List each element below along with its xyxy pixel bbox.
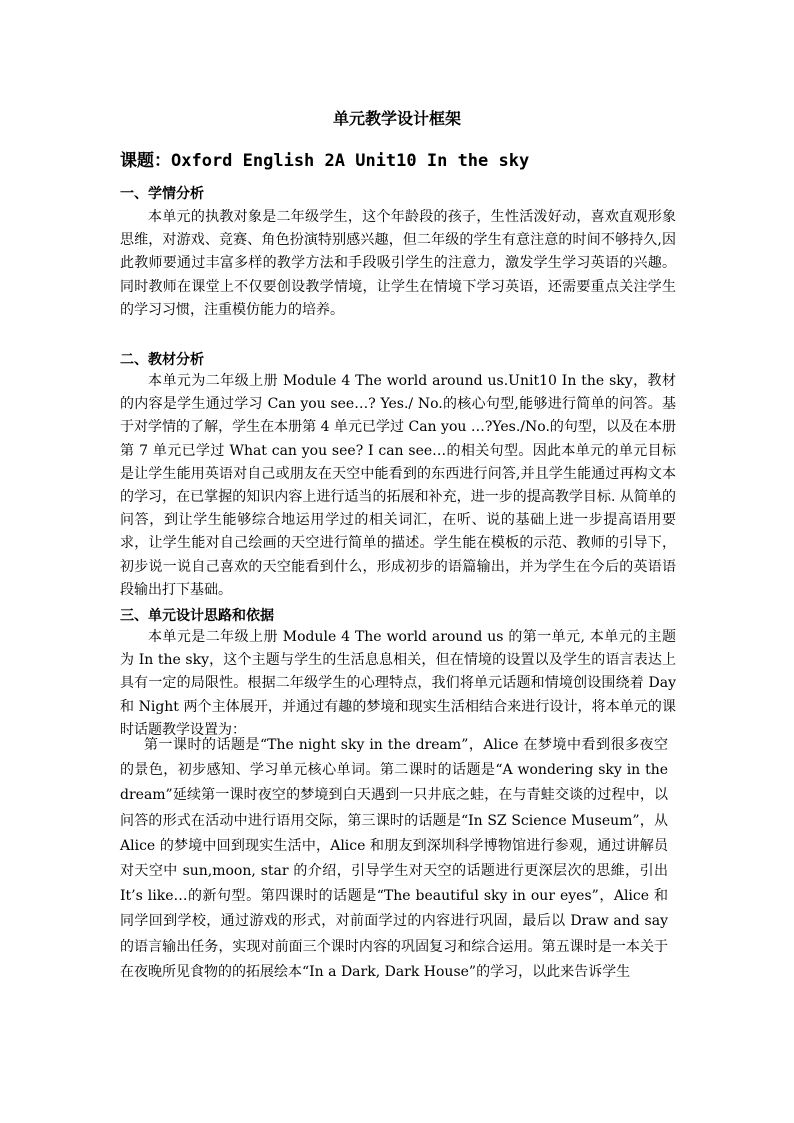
learner-analysis-paragraph: 本单元的执教对象是二年级学生，这个年龄段的孩子，生性活泼好动，喜欢直观形象思维，对游戏、竞赛、角色扮演特别感兴趣，但二年级的学生有意注意的时间不够持久,因此教师要通过丰富多样的教学方法和手段吸引学生的注意力，激发学生学习英语的兴趣。同时教师在课堂上不仅要创设教学情境，让学生在情境下学习英语，还需要重点关注学生的学习习惯，注重模仿能力的培养。: [120, 209, 676, 318]
section-heading-material-analysis: 二、教材分析: [120, 352, 204, 368]
section-heading-design-rationale: 三、单元设计思路和依据: [120, 608, 274, 624]
material-analysis-paragraph: 本单元为二年级上册 Module 4 The world around us.Unit10 In the sky，教材的内容是学生通过学习 Can you see…? Yes./ No.的核心句型,能够进行简单的问答。基于对学情的了解，学生在本册第 4 单元已学过 Can you …?Yes./No.的句型，以及在本册第 7 单元已学过 What can you see? I can see…的相关句型。因此本单元的单元目标是让学生能用英语对自己或朋友在天空中能看到的东西进行问答,并且学生能通过再构文本的学习，在已掌握的知识内容上进行适当的拓展和补充，进一步的提高教学目标. 从简单的问答，到让学生能够综合地运用学过的相关词汇，在听、说的基础上进一步提高语用要求，让学生能对自己绘画的天空进行简单的描述。学生能在模板的示范、教师的引导下，初步说一说自己喜欢的天空能看到什么，形成初步的语篇输出，并为学生在今后的英语语段输出打下基础。: [120, 373, 676, 598]
document-title: 单元教学设计框架: [332, 109, 461, 128]
section-heading-learner-analysis: 一、学情分析: [120, 186, 204, 202]
lesson-topics-paragraph: 第一课时的话题是“The night sky in the dream”，Alice 在梦境中看到很多夜空的景色，初步感知、学习单元核心单词。第二课时的话题是“A wondering sky in the dream”延续第一课时夜空的梦境到白天遇到一只井底之蛙，在与青蛙交谈的过程中，以问答的形式在活动中进行语用交际，第三课时的话题是“In SZ Science Museum”，从 Alice 的梦境中回到现实生活中，Alice 和朋友到深圳科学博物馆进行参观，通过讲解员对天空中 sun,moon, star 的介绍，引导学生对天空的话题进行更深层次的思維，引出 It’s like…的新句型。第四课时的话题是“The beautiful sky in our eyes”，Alice 和同学回到学校，通过游戏的形式，对前面学过的内容进行巩固，最后以 Draw and say 的语言输出任务，实现对前面三个课时内容的巩固复习和综合运用。第五课时是一本关于在夜晚所见食物的的拓展绘本“In a Dark, Dark House”的学习，以此来告诉学生: [120, 737, 668, 980]
design-rationale-paragraph: 本单元是二年级上册 Module 4 The world around us 的第一单元, 本单元的主题为 In the sky，这个主题与学生的生活息息相关，但在情境的设置以及学生的语言表达上具有一定的局限性。根据二年级学生的心理特点，我们将单元话题和情境创设围绕着 Day 和 Night 两个主体展开，并通过有趣的梦境和现实生活相结合来进行设计，将本单元的课时话题教学设置为：: [120, 629, 676, 738]
course-title: 课题：Oxford English 2A Unit10 In the sky: [120, 151, 530, 171]
